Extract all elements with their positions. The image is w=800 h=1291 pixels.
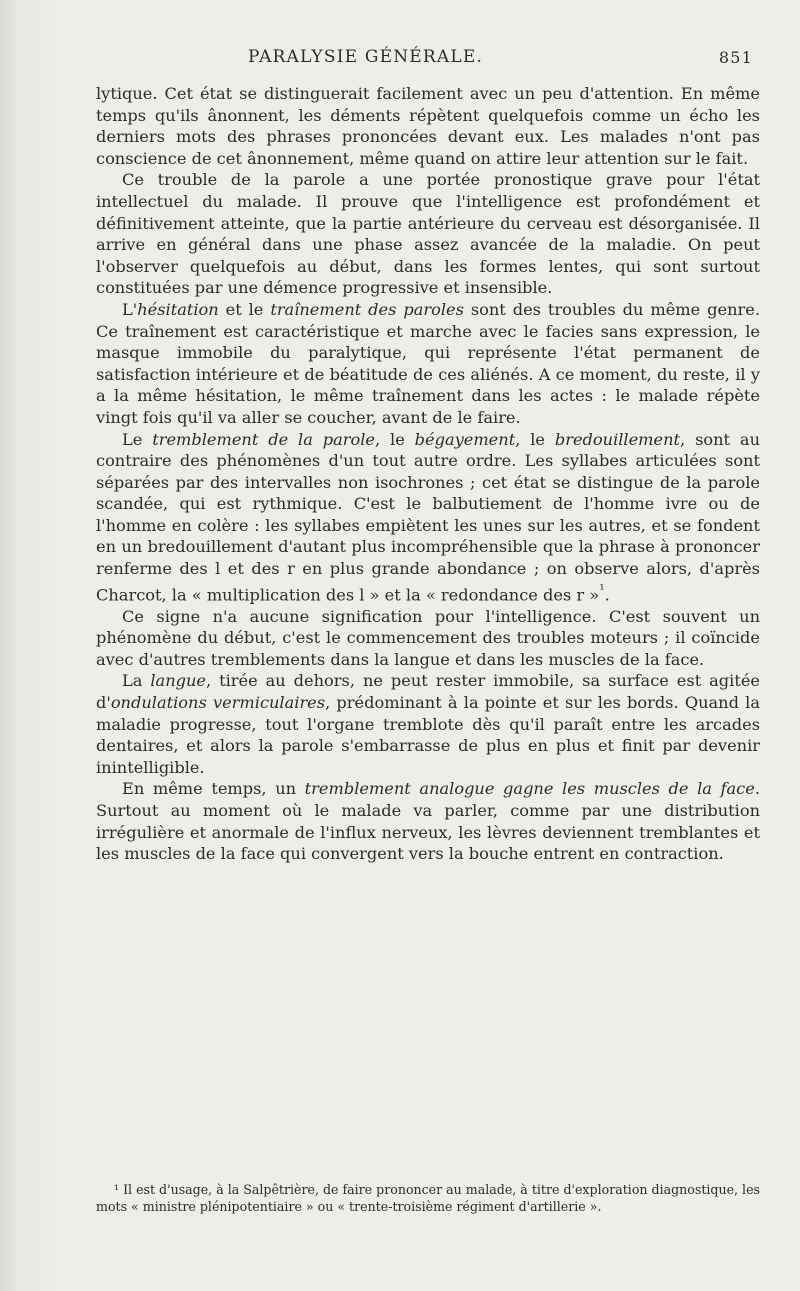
text-run: sont des troubles du même genre. Ce traînement est caractéristique et marche avec le facies sans expression, le masque immobile du paralytique, qui représente l'état permanent de satisfaction intérieure et de béatitude de ces aliénés. A ce moment, du reste, il y a la même hésitation, le même traînement dans les actes : le malade répète vingt fois qu'il va aller se coucher, avant de le faire.: [96, 299, 760, 427]
footnote-reference: ¹: [599, 581, 605, 598]
paragraph: [96, 778, 760, 864]
footnote: [96, 1182, 760, 1215]
text-run: L': [122, 299, 138, 319]
footnote-marker: ¹: [114, 1182, 120, 1197]
paragraph: [96, 169, 760, 299]
footnote-text: Il est d'usage, à la Salpêtrière, de faire prononcer au malade, à titre d'exploration diagnostique, les mots « ministre plénipotentiaire » ou « trente-troisième régiment d'artillerie ».: [96, 1182, 760, 1214]
italic-phrase: tremblement de la parole: [152, 429, 375, 449]
italic-phrase: bredouillement: [554, 429, 681, 449]
paragraph: [96, 299, 760, 429]
italic-phrase: ondulations vermiculaires: [110, 693, 326, 713]
text-run: La: [122, 671, 151, 691]
running-title: PARALYSIE GÉNÉRALE.: [248, 47, 484, 67]
text-run: En même temps, un: [122, 779, 305, 799]
italic-phrase: tremblement analogue gagne les muscles de la face: [304, 779, 755, 799]
paragraph: [96, 670, 760, 778]
text-run: , le: [375, 429, 415, 449]
paragraph: [96, 606, 760, 671]
text-run: , sont au contraire des phénomènes d'un tout autre ordre. Les syllabes articulées sont séparées par des intervalles non isochrones ; cet état se distingue de la parole scandée, qui est rythmique. C'est le balbutiement de l'homme ivre ou de l'homme en colère : les syllabes empiètent les unes sur les autres, et se fondent en un bredouillement d'autant plus incompréhensible que la phrase à prononcer renferme des l et des r en plus grande abondance ; on observe alors, d'après Charcot, la « multiplication des l » et la « redondance des r »: [96, 429, 760, 605]
page-number: 851: [718, 48, 753, 67]
text-run: Ce trouble de la parole a une portée pronostique grave pour l'état intellectuel du malade. Il prouve que l'intelligence est profondément et définitivement atteinte, que la partie antérieure du cerveau est désorganisée. Il arrive en général dans une phase assez avancée de la maladie. On peut l'observer quelquefois au début, dans les formes lentes, qui sont surtout constituées par une démence progressive et insensible.: [96, 170, 760, 298]
text-run: , tirée au dehors, ne peut rester immobile, sa surface est agitée d': [96, 671, 761, 713]
text-run: , le: [515, 429, 555, 449]
text-run: . Surtout au moment où le malade va parler, comme par une distribution irrégulière et anormale de l'influx nerveux, les lèvres deviennent tremblantes et les muscles de la face qui convergent vers la bouche entrent en contraction.: [96, 779, 760, 864]
running-header: [248, 47, 753, 71]
text-run: .: [604, 585, 610, 605]
text-run: lytique. Cet état se distinguerait facilement avec un peu d'attention. En même temps qu'ils ânonnent, les déments répètent quelquefois comme un écho les derniers mots des phrases prononcées devant eux. Les malades n'ont pas conscience de cet ânonnement, même quand on attire leur attention sur le fait.: [96, 84, 760, 168]
text-run: Ce signe n'a aucune signification pour l'intelligence. C'est souvent un phénomène du début, c'est le commencement des troubles moteurs ; il coïncide avec d'autres tremblements dans la langue et dans les muscles de la face.: [96, 606, 760, 669]
paragraph: [96, 429, 760, 606]
text-run: Le: [122, 429, 153, 449]
italic-phrase: langue: [150, 671, 206, 691]
italic-phrase: traînement des paroles: [270, 299, 464, 319]
italic-phrase: hésitation: [137, 299, 219, 319]
text-run: , prédominant à la pointe et sur les bords. Quand la maladie progresse, tout l'organe tremblote dès qu'il paraît entre les arcades dentaires, et alors la parole s'embarrasse de plus en plus et finit par devenir inintelligible.: [96, 693, 760, 777]
paragraph: [96, 83, 760, 169]
text-run: et le: [218, 299, 271, 319]
italic-phrase: bégayement: [414, 429, 516, 449]
body-text: [96, 83, 760, 865]
